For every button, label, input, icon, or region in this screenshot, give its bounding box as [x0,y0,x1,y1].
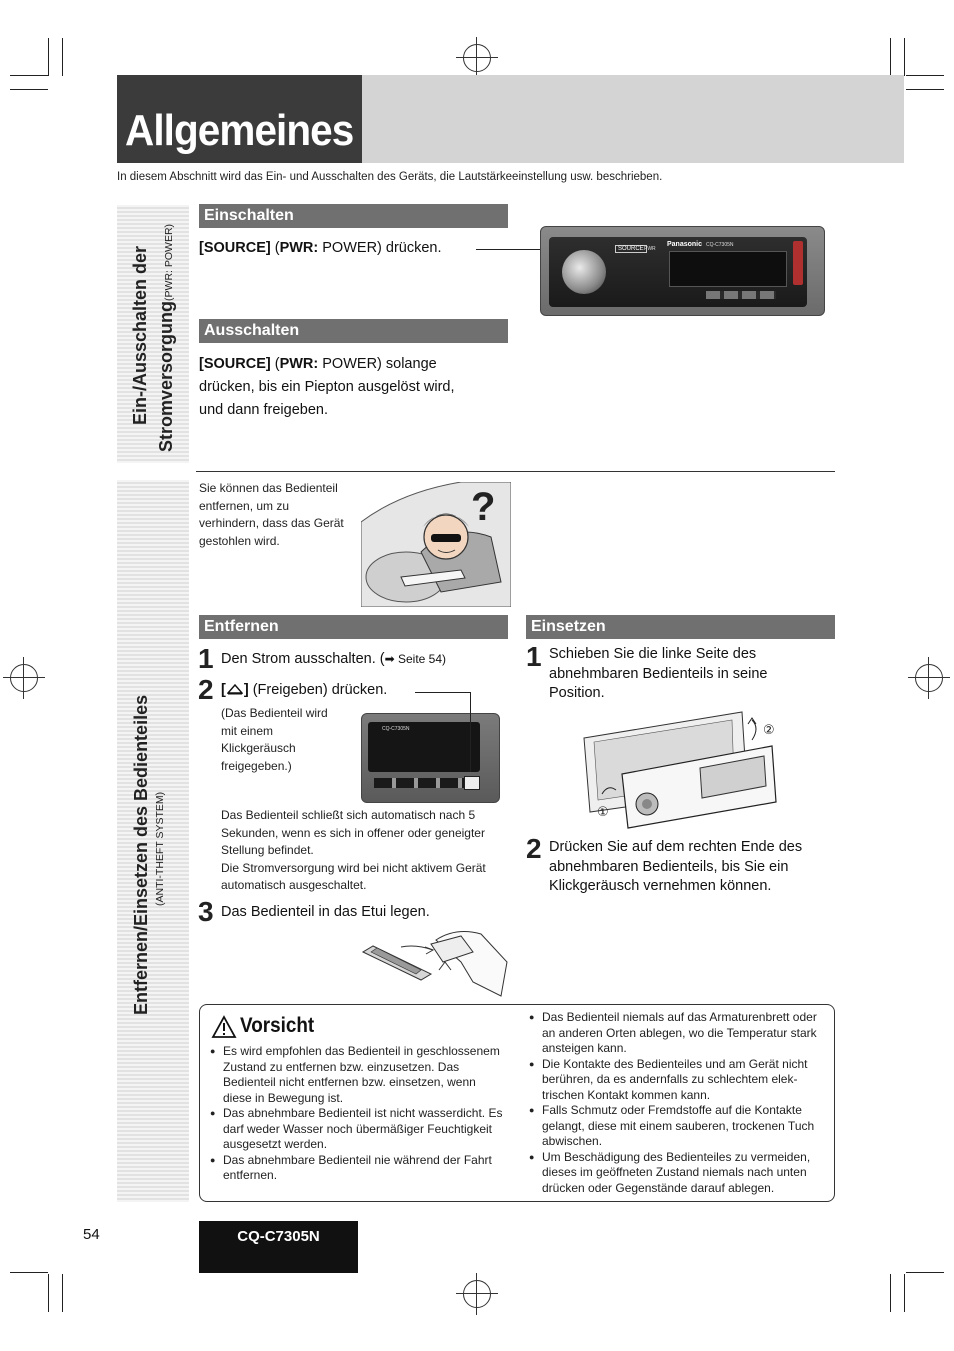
insert-step2-number: 2 [526,833,542,864]
auto-close-line2: Sekunden, wenn es sich in offener oder geneigter [221,825,485,840]
remove-note-line1: (Das Bedienteil wird [221,706,328,720]
caution-item-line: Das Bedienteil niemals auf das Armaturenbrett oder [542,1010,817,1024]
callout-2: ② [763,722,775,737]
bullet-icon: ● [210,1046,216,1056]
auto-power-line2: automatisch ausgeschaltet. [221,878,367,892]
open-panel-icon [227,683,243,695]
crop-mark [10,1272,48,1273]
auto-power-line1: Die Stromversorgung wird bei nicht aktivem Gerät [221,860,486,875]
paren-open: ( [270,240,280,256]
caution-item-line: Es wird empfohlen das Bedienteil in geschlossenem [223,1044,500,1058]
bullet-icon: ● [529,1105,535,1115]
caution-item [210,1106,510,1153]
section-divider [196,471,835,472]
remove-step2-note [221,705,328,775]
paren-open: ( [270,356,280,372]
crop-mark [906,1272,944,1273]
caution-item-line: abwischen. [542,1134,603,1148]
registration-mark [915,664,943,692]
source-key-label: [SOURCE] [199,356,271,372]
stereo-model: CQ-C7305N [706,242,734,248]
section-power-off-heading: Ausschalten [199,319,508,343]
remove-step1-label: Den Strom ausschalten. ( [221,651,385,667]
faceplate-release-illustration [361,713,500,803]
caution-item-line: ansteigen kann. [542,1041,627,1055]
insert-step1-line3: Position. [549,685,605,701]
bullet-icon: ● [210,1154,216,1165]
caution-item [529,1057,829,1104]
page-ref: ➡ Seite 54) [384,652,447,666]
caution-item-line: Die Kontakte des Bedienteiles und am Gerät nicht [542,1056,808,1071]
power-off-line3: und dann freigeben. [199,402,328,418]
insert-faceplate-illustration [582,710,778,830]
caution-item-line: drücken oder Gegenstände darauf ablegen. [542,1180,775,1195]
side-tab-power-title: Ein-/Ausschalten der [130,245,150,425]
faceplate-intro-line3: verhindern, dass das Gerät [199,516,344,530]
caution-item-line: darf weder Wasser noch übermäßiger Feuchtigkeit [223,1121,493,1136]
remove-note-line2: mit einem [221,723,274,738]
stereo-side-bar [793,241,803,285]
case-illustration [361,922,509,998]
caution-item [210,1044,510,1106]
stereo-buttons [706,291,776,299]
auto-close-line1: Das Bedienteil schließt sich automatisch nach 5 [221,808,476,822]
caution-item-line: trischen Kontakt kommen kann. [542,1087,711,1102]
remove-step2-number: 2 [198,674,214,705]
side-tab-power-line2: Stromversorgung [156,300,176,452]
caution-item-line: Das abnehmbare Bedienteil nie während der Fahrt [223,1152,492,1167]
auto-close-note [221,807,486,895]
release-label: (Freigeben) drücken. [248,682,388,698]
caution-item-line: dieses im geöffneten Zustand niemals nach unten [542,1165,807,1179]
stereo-display [669,251,787,287]
svg-text:?: ? [471,485,496,529]
intro-text: In diesem Abschnitt wird das Ein- und Ausschalten des Geräts, die Lautstärkeeinstellung usw. beschrieben. [117,171,663,183]
warning-triangle-icon [211,1015,237,1039]
crop-mark [10,89,48,90]
insert-step1-text [549,645,767,704]
remove-step3-text: Das Bedienteil in das Etui legen. [221,904,430,920]
remove-step1-number: 1 [198,643,214,674]
caution-item-line: Das abnehmbare Bedienteil ist nicht wasserdicht. Es [223,1106,503,1120]
crop-mark [890,1274,891,1312]
remove-note-line3: Klickgeräusch [221,741,296,755]
auto-close-line3: Stellung befindet. [221,843,314,857]
callout-1: ① [597,804,609,819]
crop-mark [48,38,49,76]
pointer-line [415,692,470,693]
caution-item-line: Um Beschädigung des Bedienteiles zu vermeiden, [542,1149,811,1164]
remove-step3-number: 3 [198,896,214,927]
insert-step2-line2: abnehmbaren Bedienteils, bis Sie ein [549,858,789,875]
caution-item-line: entfernen. [223,1168,278,1182]
remove-note-line4: freigegeben.) [221,758,292,773]
thief-cartoon-illustration [361,482,511,607]
side-tab-power [117,205,189,463]
faceplate-intro-line2: entfernen, um zu [199,498,290,513]
stereo-brand: Panasonic [667,241,703,248]
caution-item-line: Falls Schmutz oder Fremdstoffe auf die Kontakte [542,1103,802,1117]
side-tab-power-note: (PWR: POWER) [163,223,175,301]
release-button [464,776,480,790]
caution-item-line: ausgesetzt werden. [223,1137,328,1151]
insert-step2-text [549,838,802,897]
volume-knob [562,250,606,294]
crop-mark [10,75,48,76]
insert-step1-line2: abnehmbaren Bedienteils in seine [549,665,768,682]
power-off-rest: POWER) solange [318,356,437,372]
pointer-line [470,692,471,772]
page-number: 54 [83,1226,100,1243]
caution-item-line: diese in Bewegung ist. [223,1090,344,1105]
registration-mark [463,1280,491,1308]
bullet-icon: ● [529,1012,535,1022]
faceplate-model: CQ-C7305N [382,726,410,732]
bullet-icon: ● [529,1151,535,1162]
caution-item-line: berühren, da es andernfalls zu schlechtem elek- [542,1072,798,1086]
pwr-label: PWR: [279,240,319,256]
stereo-source-label: SOURCE [615,245,647,253]
section-remove-heading: Entfernen [199,615,508,639]
remove-step2-text [221,682,387,698]
insert-step2-line3: Klickgeräusch vernehmen können. [549,878,772,894]
crop-mark [906,75,944,76]
caution-item [529,1010,829,1057]
caution-item-line: an anderen Orten ablegen, wo die Temperatur stark [542,1025,817,1040]
side-tab-panel [117,480,189,1202]
car-stereo-illustration [540,226,825,316]
page-title: Allgemeines [125,106,354,155]
power-off-text [199,353,455,421]
bullet-icon: ● [529,1058,535,1069]
crop-mark [906,89,944,90]
source-key-label: [SOURCE] [199,240,271,256]
registration-mark [10,664,38,692]
faceplate-intro [199,480,344,550]
caution-item [210,1153,510,1184]
crop-mark [890,38,891,76]
side-tab-panel-title: Entfernen/Einsetzen des Bedienteiles [131,694,151,1015]
power-on-text [199,237,442,259]
insert-step1-number: 1 [526,641,542,672]
caution-item-line: Zustand zu entfernen bzw. einzusetzen. Das [223,1059,460,1074]
remove-step1-text [221,651,446,667]
faceplate-buttons [374,778,464,788]
crop-mark [62,1274,63,1312]
power-off-line1 [199,353,455,375]
model-label: CQ-C7305N [237,1228,320,1245]
caution-item-line: gelangt, diese mit einem sauberen, trockenen Tuch [542,1118,815,1133]
faceplate-intro-line4: gestohlen wird. [199,533,280,548]
bullet-icon: ● [210,1108,216,1118]
crop-mark [904,1274,905,1312]
crop-mark [904,38,905,76]
caution-item [529,1150,829,1197]
crop-mark [48,1274,49,1312]
power-on-rest: POWER) drücken. [318,240,442,256]
caution-item-line: Bedienteil nicht entfernen bzw. einsetzen, wenn [223,1075,476,1089]
caution-item [529,1103,829,1150]
crop-mark [62,38,63,76]
caution-title: Vorsicht [240,1014,315,1037]
bracket-close: ] [243,682,249,698]
registration-mark [463,44,491,72]
section-insert-heading: Einsetzen [526,615,835,639]
insert-step2-line1: Drücken Sie auf dem rechten Ende des [549,839,803,855]
insert-step1-line1: Schieben Sie die linke Seite des [549,646,757,662]
side-tab-power-subtitle [156,224,177,452]
faceplate-intro-line1: Sie können das Bedienteil [199,481,338,495]
pwr-label: PWR: [279,356,319,372]
section-power-on-heading: Einschalten [199,204,508,228]
stereo-pwr-label: PWR [644,246,656,252]
side-tab-panel-note: (ANTI-THEFT SYSTEM) [154,791,166,906]
bracket-open: [ [221,682,226,698]
power-off-line2: drücken, bis ein Piepton ausgelöst wird, [199,379,455,395]
